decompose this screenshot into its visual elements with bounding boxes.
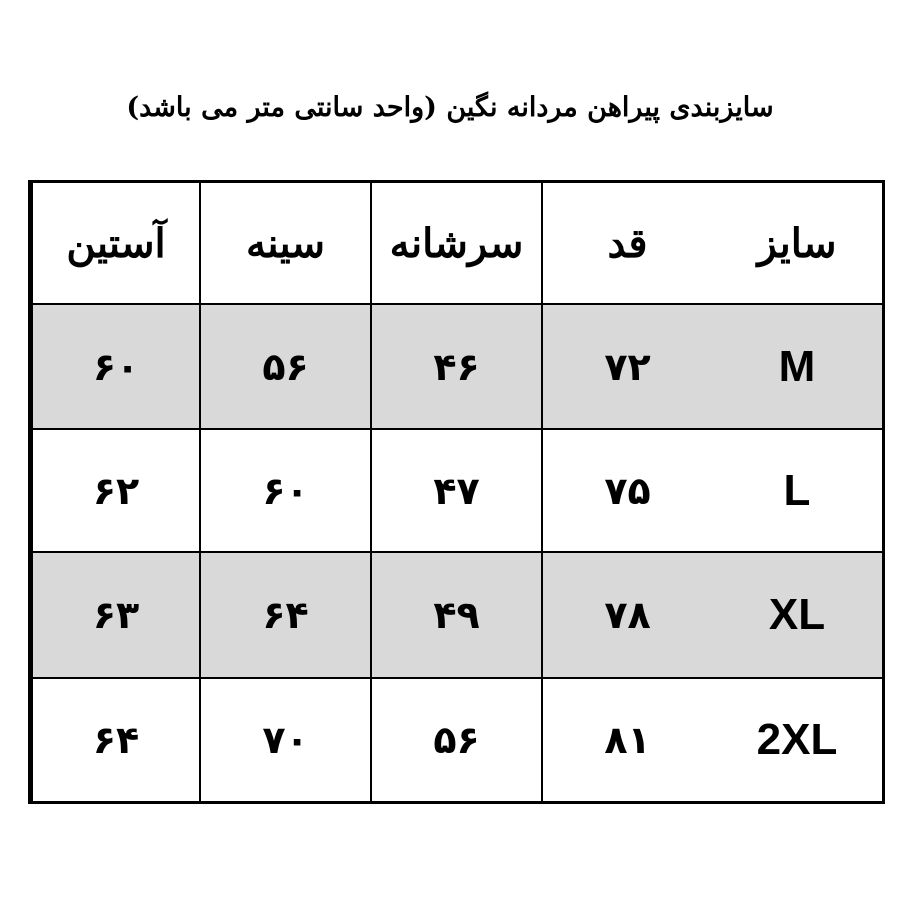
size-table — [28, 180, 885, 804]
shoulder-cell: ۴۶ — [370, 305, 541, 428]
shoulder-cell: ۴۷ — [370, 430, 541, 551]
header-row — [31, 183, 882, 303]
header-size: سایز — [757, 219, 837, 267]
chest-cell: ۷۰ — [199, 679, 370, 801]
height-cell: ۸۱ — [541, 679, 712, 801]
table-row — [31, 553, 882, 677]
header-sleeve: آستین — [31, 183, 199, 303]
header-height: قد — [541, 183, 712, 303]
height-cell: ۷۸ — [541, 553, 712, 677]
shoulder-cell: ۵۶ — [370, 679, 541, 801]
header-shoulder: سرشانه — [370, 183, 541, 303]
height-cell: ۷۲ — [541, 305, 712, 428]
chest-cell: ۶۴ — [199, 553, 370, 677]
sleeve-cell: ۶۳ — [31, 553, 199, 677]
size-cell: M — [778, 341, 816, 391]
height-cell: ۷۵ — [541, 430, 712, 551]
table-row — [31, 305, 882, 428]
size-cell: L — [783, 465, 811, 515]
size-cell: XL — [768, 590, 826, 639]
table-title: سایزبندی پیراهن مردانه نگین (واحد سانتی متر می باشد) — [126, 92, 774, 123]
sleeve-cell: ۶۲ — [31, 430, 199, 551]
sleeve-cell: ۶۰ — [31, 305, 199, 428]
table-row — [31, 430, 882, 551]
table-row — [31, 679, 882, 801]
chest-cell: ۶۰ — [199, 430, 370, 551]
size-cell: 2XL — [756, 715, 838, 764]
sleeve-cell: ۶۴ — [31, 679, 199, 801]
header-chest: سینه — [199, 183, 370, 303]
chest-cell: ۵۶ — [199, 305, 370, 428]
shoulder-cell: ۴۹ — [370, 553, 541, 677]
